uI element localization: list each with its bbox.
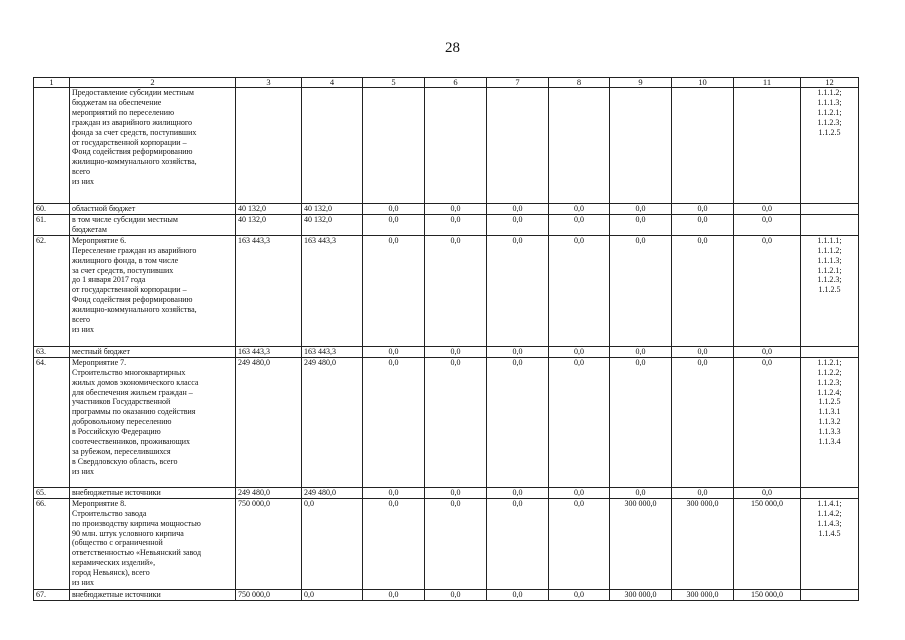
cell-col10: 0,0 (672, 487, 734, 498)
table-row (34, 487, 859, 498)
table-row (34, 215, 859, 236)
cell-col9: 0,0 (610, 215, 672, 236)
column-header: 4 (302, 78, 363, 88)
cell-col5 (363, 88, 425, 204)
table-row (34, 498, 859, 589)
cell-col5: 0,0 (363, 487, 425, 498)
cell-col11: 150 000,0 (734, 589, 801, 600)
table-row (34, 357, 859, 487)
cell-col11: 0,0 (734, 215, 801, 236)
cell-col5: 0,0 (363, 204, 425, 215)
cell-col11: 150 000,0 (734, 498, 801, 589)
column-header: 5 (363, 78, 425, 88)
cell-target-refs: 1.1.1.1; 1.1.1.2; 1.1.1.3; 1.1.2.1; 1.1.2.3; 1.1.2.5 (801, 235, 859, 346)
row-description: Мероприятие 7. Строительство многоквартирных жилых домов экономического класса для обеспечения жильем граждан – участников Государственной программы по оказанию содействия добровольному переселению в Российскую Федерацию соотечественников, проживающих за рубежом, переселившихся в Свердловскую область, всего из них (70, 357, 236, 487)
row-description: местный бюджет (70, 346, 236, 357)
cell-col8: 0,0 (549, 357, 610, 487)
cell-target-refs (801, 215, 859, 236)
cell-col6: 0,0 (425, 498, 487, 589)
cell-col6: 0,0 (425, 204, 487, 215)
cell-col10: 0,0 (672, 346, 734, 357)
cell-col5: 0,0 (363, 498, 425, 589)
cell-col10: 300 000,0 (672, 589, 734, 600)
table-row (34, 346, 859, 357)
cell-col4: 249 480,0 (302, 357, 363, 487)
cell-target-refs: 1.1.4.1; 1.1.4.2; 1.1.4.3; 1.1.4.5 (801, 498, 859, 589)
table-row (34, 204, 859, 215)
column-header: 7 (487, 78, 549, 88)
cell-col11: 0,0 (734, 357, 801, 487)
cell-col3: 249 480,0 (236, 487, 302, 498)
cell-col7: 0,0 (487, 498, 549, 589)
cell-col3: 40 132,0 (236, 204, 302, 215)
cell-col4: 40 132,0 (302, 204, 363, 215)
cell-col4: 40 132,0 (302, 215, 363, 236)
cell-target-refs (801, 487, 859, 498)
row-number: 66. (34, 498, 70, 589)
cell-col8: 0,0 (549, 215, 610, 236)
cell-col4: 163 443,3 (302, 235, 363, 346)
cell-col8: 0,0 (549, 589, 610, 600)
row-number (34, 88, 70, 204)
table-row (34, 589, 859, 600)
cell-col9: 0,0 (610, 204, 672, 215)
column-header: 2 (70, 78, 236, 88)
cell-target-refs (801, 346, 859, 357)
cell-col3: 163 443,3 (236, 235, 302, 346)
page-number: 28 (445, 40, 460, 56)
cell-col6: 0,0 (425, 215, 487, 236)
cell-col5: 0,0 (363, 215, 425, 236)
cell-col4: 0,0 (302, 589, 363, 600)
cell-col4 (302, 88, 363, 204)
column-header: 6 (425, 78, 487, 88)
cell-col8: 0,0 (549, 498, 610, 589)
cell-col5: 0,0 (363, 357, 425, 487)
column-header: 12 (801, 78, 859, 88)
cell-col11: 0,0 (734, 204, 801, 215)
cell-col7: 0,0 (487, 589, 549, 600)
cell-col7: 0,0 (487, 235, 549, 346)
cell-col10: 0,0 (672, 235, 734, 346)
column-header: 11 (734, 78, 801, 88)
cell-col11: 0,0 (734, 235, 801, 346)
table-row (34, 235, 859, 346)
column-header: 10 (672, 78, 734, 88)
table-row (34, 88, 859, 204)
column-header: 1 (34, 78, 70, 88)
cell-col9: 0,0 (610, 357, 672, 487)
cell-col3: 249 480,0 (236, 357, 302, 487)
row-description: внебюджетные источники (70, 589, 236, 600)
cell-col3: 750 000,0 (236, 589, 302, 600)
cell-col9: 0,0 (610, 487, 672, 498)
cell-col8: 0,0 (549, 204, 610, 215)
cell-col6 (425, 88, 487, 204)
cell-col4: 0,0 (302, 498, 363, 589)
row-description: областной бюджет (70, 204, 236, 215)
cell-col4: 249 480,0 (302, 487, 363, 498)
cell-col9: 0,0 (610, 235, 672, 346)
cell-col6: 0,0 (425, 346, 487, 357)
cell-col8: 0,0 (549, 487, 610, 498)
cell-col3 (236, 88, 302, 204)
cell-col3: 750 000,0 (236, 498, 302, 589)
cell-col5: 0,0 (363, 346, 425, 357)
column-header: 9 (610, 78, 672, 88)
cell-col10: 0,0 (672, 357, 734, 487)
cell-col7: 0,0 (487, 357, 549, 487)
row-description: Мероприятие 6. Переселение граждан из аварийного жилищного фонда, в том числе за счет средств, поступивших до 1 января 2017 года от государственной корпорации – Фонд содействия реформированию жилищно-коммунального хозяйства, всего из них (70, 235, 236, 346)
cell-col7: 0,0 (487, 346, 549, 357)
cell-col7: 0,0 (487, 487, 549, 498)
row-number: 67. (34, 589, 70, 600)
cell-col8: 0,0 (549, 346, 610, 357)
cell-col9: 300 000,0 (610, 589, 672, 600)
cell-col11: 0,0 (734, 346, 801, 357)
cell-col10 (672, 88, 734, 204)
cell-col6: 0,0 (425, 235, 487, 346)
row-description: Мероприятие 8. Строительство завода по производству кирпича мощностью 90 млн. штук условного кирпича (общество с ограниченной ответственностью «Невьянский завод керамических изделий», город Невьянск), всего из них (70, 498, 236, 589)
row-number: 62. (34, 235, 70, 346)
cell-col6: 0,0 (425, 357, 487, 487)
cell-col7 (487, 88, 549, 204)
row-number: 60. (34, 204, 70, 215)
cell-col3: 163 443,3 (236, 346, 302, 357)
cell-col8 (549, 88, 610, 204)
cell-target-refs (801, 204, 859, 215)
cell-col9: 300 000,0 (610, 498, 672, 589)
cell-target-refs: 1.1.1.2; 1.1.1.3; 1.1.2.1; 1.1.2.3; 1.1.2.5 (801, 88, 859, 204)
cell-col5: 0,0 (363, 235, 425, 346)
cell-col7: 0,0 (487, 204, 549, 215)
cell-col6: 0,0 (425, 487, 487, 498)
column-header: 3 (236, 78, 302, 88)
row-number: 65. (34, 487, 70, 498)
row-description: в том числе субсидии местным бюджетам (70, 215, 236, 236)
cell-col6: 0,0 (425, 589, 487, 600)
row-number: 63. (34, 346, 70, 357)
table-header-row (34, 78, 859, 88)
cell-col9: 0,0 (610, 346, 672, 357)
cell-col9 (610, 88, 672, 204)
cell-target-refs: 1.1.2.1; 1.1.2.2; 1.1.2.3; 1.1.2.4; 1.1.2.5 1.1.3.1 1.1.3.2 1.1.3.3 1.1.3.4 (801, 357, 859, 487)
row-description: внебюджетные источники (70, 487, 236, 498)
cell-col4: 163 443,3 (302, 346, 363, 357)
budget-table (33, 77, 859, 601)
cell-target-refs (801, 589, 859, 600)
column-header: 8 (549, 78, 610, 88)
cell-col11 (734, 88, 801, 204)
cell-col10: 0,0 (672, 204, 734, 215)
row-description: Предоставление субсидии местным бюджетам на обеспечение мероприятий по переселению граждан из аварийного жилищного фонда за счет средств, поступивших от государственной корпорации – Фонд содействия реформированию жилищно-коммунального хозяйства, всего из них (70, 88, 236, 204)
cell-col10: 300 000,0 (672, 498, 734, 589)
cell-col8: 0,0 (549, 235, 610, 346)
cell-col7: 0,0 (487, 215, 549, 236)
row-number: 61. (34, 215, 70, 236)
cell-col3: 40 132,0 (236, 215, 302, 236)
cell-col11: 0,0 (734, 487, 801, 498)
cell-col10: 0,0 (672, 215, 734, 236)
cell-col5: 0,0 (363, 589, 425, 600)
row-number: 64. (34, 357, 70, 487)
